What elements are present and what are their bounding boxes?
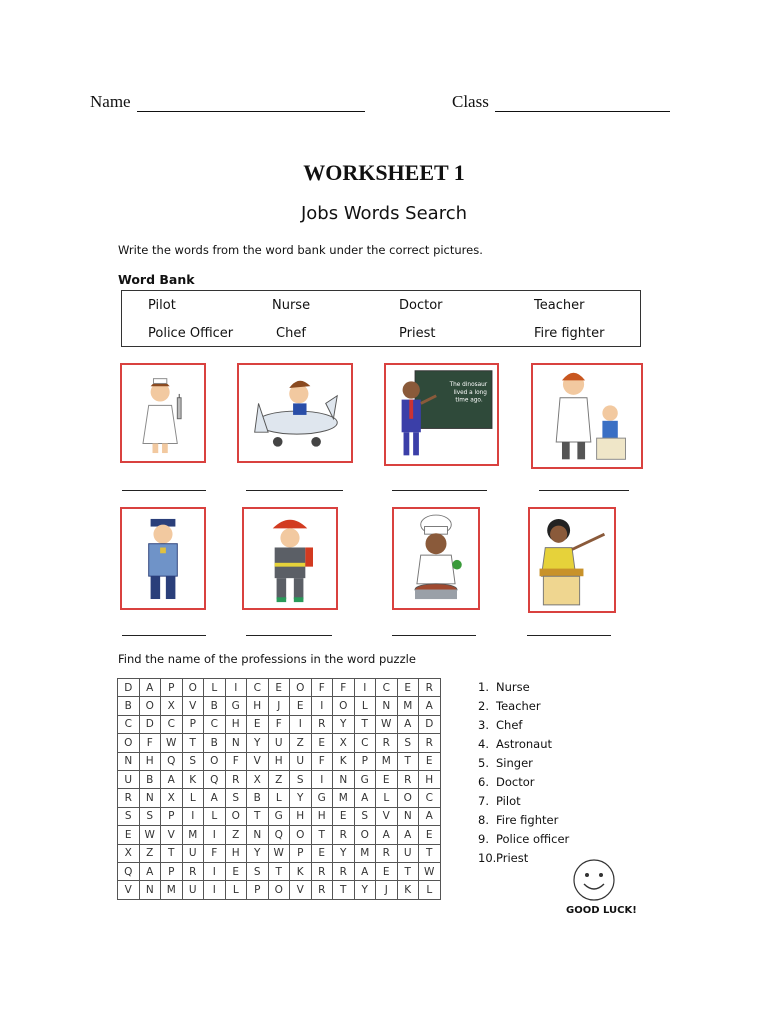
grid-cell[interactable]: L [204,679,226,697]
word-list-number: 10. [478,851,497,865]
word-list-number: 6. [478,775,489,789]
grid-cell[interactable]: R [333,826,355,844]
grid-cell[interactable]: E [333,807,355,825]
grid-cell[interactable]: F [268,715,290,733]
grid-cell[interactable]: L [204,807,226,825]
grid-cell[interactable]: N [139,789,161,807]
grid-cell[interactable]: C [354,734,376,752]
grid-cell[interactable]: C [247,679,269,697]
grid-cell[interactable]: T [247,807,269,825]
grid-cell[interactable]: F [204,844,226,862]
name-blank-line[interactable] [137,95,365,112]
grid-row [118,715,441,733]
grid-cell[interactable]: H [247,697,269,715]
grid-cell[interactable]: R [419,734,441,752]
grid-row [118,881,441,899]
grid-cell[interactable]: U [182,844,204,862]
grid-cell[interactable]: I [182,807,204,825]
grid-cell[interactable]: O [118,734,140,752]
grid-cell[interactable]: W [161,734,183,752]
grid-cell[interactable]: O [268,881,290,899]
grid-cell[interactable]: H [419,770,441,788]
grid-cell[interactable]: C [376,679,398,697]
grid-cell[interactable]: R [333,862,355,880]
grid-cell[interactable]: Y [354,881,376,899]
grid-cell[interactable]: T [419,844,441,862]
word-list-item [478,830,569,849]
grid-cell[interactable]: C [419,789,441,807]
grid-cell[interactable]: R [311,881,333,899]
grid-cell[interactable]: D [118,679,140,697]
grid-cell[interactable]: U [268,734,290,752]
grid-cell[interactable]: F [333,679,355,697]
worksheet-title: WORKSHEET 1 [303,160,465,185]
word-bank-item: Police Officer [148,326,234,341]
grid-cell[interactable]: K [182,770,204,788]
grid-cell[interactable]: G [354,770,376,788]
grid-cell[interactable]: A [376,826,398,844]
word-list-number: 3. [478,718,489,732]
grid-cell[interactable]: L [354,697,376,715]
word-bank-box [121,290,641,347]
grid-cell[interactable]: U [397,844,419,862]
word-list-word: Singer [496,756,533,770]
grid-cell[interactable]: W [139,826,161,844]
grid-cell[interactable]: V [290,881,312,899]
word-bank-item: Nurse [272,298,311,313]
grid-cell[interactable]: H [268,752,290,770]
word-list-word: Police officer [496,832,570,846]
grid-cell[interactable]: B [118,697,140,715]
grid-cell[interactable]: H [225,844,247,862]
grid-cell[interactable]: W [376,715,398,733]
grid-cell[interactable]: S [139,807,161,825]
grid-cell[interactable]: Y [247,734,269,752]
word-bank-item: Pilot [148,298,176,313]
instruction-text: Write the words from the word bank under the correct pictures. [118,243,483,257]
grid-cell[interactable]: O [290,826,312,844]
word-list-word: Nurse [496,680,530,694]
grid-cell[interactable]: Y [333,715,355,733]
word-list-item [478,678,569,697]
grid-cell[interactable]: E [247,715,269,733]
grid-cell[interactable]: I [225,679,247,697]
grid-row [118,844,441,862]
grid-cell[interactable]: T [354,715,376,733]
grid-cell[interactable]: E [419,826,441,844]
grid-cell[interactable]: V [182,697,204,715]
grid-cell[interactable]: T [397,862,419,880]
grid-cell[interactable]: N [247,826,269,844]
doctor-picture [531,363,643,469]
grid-cell[interactable]: N [225,734,247,752]
grid-cell[interactable]: O [225,807,247,825]
class-blank-line[interactable] [495,95,670,112]
grid-cell[interactable]: S [354,807,376,825]
grid-cell[interactable]: T [397,752,419,770]
grid-cell[interactable]: E [311,844,333,862]
word-list-item [478,735,569,754]
grid-cell[interactable]: R [182,862,204,880]
grid-cell[interactable]: V [161,826,183,844]
grid-cell[interactable]: S [182,752,204,770]
grid-cell[interactable]: N [139,881,161,899]
grid-cell[interactable]: T [333,881,355,899]
grid-row [118,807,441,825]
grid-cell[interactable]: I [290,715,312,733]
police-officer-picture [120,507,206,610]
grid-cell[interactable]: O [333,697,355,715]
grid-cell[interactable]: B [204,734,226,752]
grid-cell[interactable]: S [225,789,247,807]
grid-cell[interactable]: A [139,862,161,880]
grid-cell[interactable]: O [397,789,419,807]
grid-cell[interactable]: R [397,770,419,788]
grid-cell[interactable]: A [397,715,419,733]
grid-cell[interactable]: T [311,826,333,844]
puzzle-instruction: Find the name of the professions in the word puzzle [118,652,416,666]
answer-line[interactable] [527,635,611,636]
class-field[interactable] [452,92,670,112]
grid-cell[interactable]: W [419,862,441,880]
grid-cell[interactable]: X [247,770,269,788]
grid-cell[interactable]: O [354,826,376,844]
grid-cell[interactable]: E [311,734,333,752]
grid-cell[interactable]: V [376,807,398,825]
svg-text:lived a long: lived a long [453,389,487,396]
word-list [478,678,569,868]
grid-cell[interactable]: E [118,826,140,844]
grid-cell[interactable]: X [333,734,355,752]
answer-line[interactable] [392,490,487,491]
grid-cell[interactable]: E [290,697,312,715]
grid-cell[interactable]: W [268,844,290,862]
nurse-picture [120,363,206,463]
grid-cell[interactable]: M [397,697,419,715]
grid-cell[interactable]: Z [268,770,290,788]
grid-cell[interactable]: K [397,881,419,899]
grid-cell[interactable]: R [225,770,247,788]
grid-cell[interactable]: O [139,697,161,715]
grid-cell[interactable]: X [161,789,183,807]
answer-line[interactable] [122,490,206,491]
grid-cell[interactable]: R [311,862,333,880]
word-list-number: 4. [478,737,489,751]
grid-row [118,789,441,807]
answer-line[interactable] [122,635,206,636]
grid-cell[interactable]: M [161,881,183,899]
grid-cell[interactable]: D [139,715,161,733]
grid-cell[interactable]: I [311,770,333,788]
grid-cell[interactable]: M [354,844,376,862]
answer-line[interactable] [392,635,476,636]
grid-cell[interactable]: K [333,752,355,770]
grid-cell[interactable]: S [247,862,269,880]
grid-cell[interactable]: N [118,752,140,770]
grid-cell[interactable]: E [268,679,290,697]
grid-cell[interactable]: Z [139,844,161,862]
grid-cell[interactable]: E [419,752,441,770]
grid-row [118,734,441,752]
grid-cell[interactable]: I [354,679,376,697]
grid-cell[interactable]: Q [161,752,183,770]
grid-cell[interactable]: K [290,862,312,880]
grid-cell[interactable]: I [204,862,226,880]
grid-cell[interactable]: I [204,881,226,899]
grid-cell[interactable]: Q [204,770,226,788]
svg-text:time ago.: time ago. [455,397,483,404]
grid-cell[interactable]: A [354,862,376,880]
word-bank-item: Teacher [534,298,585,313]
word-list-number: 7. [478,794,489,808]
grid-cell[interactable]: H [311,807,333,825]
svg-text:The dinosaur: The dinosaur [449,382,488,389]
grid-cell[interactable]: I [311,697,333,715]
word-bank-item: Priest [399,326,436,341]
grid-cell[interactable]: Z [290,734,312,752]
priest-picture [528,507,616,613]
grid-cell[interactable]: O [204,752,226,770]
grid-cell[interactable]: Q [268,826,290,844]
grid-row [118,679,441,697]
grid-cell[interactable]: R [376,734,398,752]
grid-cell[interactable]: Z [225,826,247,844]
grid-cell[interactable]: N [376,697,398,715]
class-label: Class [452,92,489,111]
grid-cell[interactable]: C [161,715,183,733]
grid-cell[interactable]: B [139,770,161,788]
grid-row [118,752,441,770]
grid-cell[interactable]: R [376,844,398,862]
grid-cell[interactable]: E [225,862,247,880]
grid-cell[interactable]: L [268,789,290,807]
grid-cell[interactable]: E [376,862,398,880]
grid-cell[interactable]: I [204,826,226,844]
grid-cell[interactable]: R [118,789,140,807]
grid-cell[interactable]: F [311,679,333,697]
word-bank-item: Fire fighter [534,326,605,341]
word-search-grid[interactable] [117,678,441,900]
grid-cell[interactable]: O [182,679,204,697]
grid-cell[interactable]: P [161,862,183,880]
grid-cell[interactable]: U [290,752,312,770]
grid-cell[interactable]: H [290,807,312,825]
grid-cell[interactable]: B [247,789,269,807]
grid-cell[interactable]: M [333,789,355,807]
word-list-number: 8. [478,813,489,827]
grid-cell[interactable]: M [182,826,204,844]
grid-cell[interactable]: H [225,715,247,733]
word-list-word: Teacher [496,699,541,713]
word-bank-label: Word Bank [118,272,195,287]
word-list-number: 9. [478,832,489,846]
name-field[interactable] [90,92,365,112]
grid-cell[interactable]: A [354,789,376,807]
grid-cell[interactable]: E [376,770,398,788]
grid-cell[interactable]: H [139,752,161,770]
grid-cell[interactable]: X [118,844,140,862]
grid-cell[interactable]: R [419,679,441,697]
grid-row [118,697,441,715]
grid-cell[interactable]: S [118,807,140,825]
grid-cell[interactable]: P [354,752,376,770]
pilot-picture [237,363,353,463]
grid-cell[interactable]: B [204,697,226,715]
grid-cell[interactable]: F [225,752,247,770]
word-list-number: 5. [478,756,489,770]
grid-cell[interactable]: A [204,789,226,807]
grid-cell[interactable]: A [397,826,419,844]
grid-cell[interactable]: P [161,679,183,697]
grid-cell[interactable]: G [311,789,333,807]
grid-cell[interactable]: J [268,697,290,715]
answer-line[interactable] [539,490,629,491]
answer-line[interactable] [246,490,343,491]
word-list-item [478,697,569,716]
grid-cell[interactable]: M [376,752,398,770]
word-list-word: Fire fighter [496,813,559,827]
grid-row [118,862,441,880]
grid-cell[interactable]: F [311,752,333,770]
grid-cell[interactable]: O [290,679,312,697]
chef-picture [392,507,480,610]
word-list-item [478,716,569,735]
grid-cell[interactable]: R [311,715,333,733]
word-list-item [478,811,569,830]
word-bank-item: Chef [276,326,306,341]
word-bank-item: Doctor [399,298,443,313]
grid-cell[interactable]: P [247,881,269,899]
grid-cell[interactable]: F [139,734,161,752]
grid-cell[interactable]: Y [247,844,269,862]
teacher-picture [384,363,499,466]
grid-cell[interactable]: T [268,862,290,880]
grid-row [118,770,441,788]
grid-cell[interactable]: G [225,697,247,715]
grid-cell[interactable]: U [182,881,204,899]
grid-cell[interactable]: A [161,770,183,788]
grid-cell[interactable]: C [204,715,226,733]
grid-cell[interactable]: V [247,752,269,770]
word-list-word: Chef [496,718,523,732]
word-list-word: Priest [496,851,529,865]
grid-cell[interactable]: P [161,807,183,825]
word-list-word: Doctor [496,775,535,789]
grid-cell[interactable]: A [139,679,161,697]
word-list-number: 2. [478,699,489,713]
word-list-item [478,849,569,868]
grid-cell[interactable]: S [290,770,312,788]
grid-cell[interactable]: S [397,734,419,752]
grid-cell[interactable]: V [118,881,140,899]
answer-line[interactable] [246,635,332,636]
grid-cell[interactable]: N [397,807,419,825]
grid-cell[interactable]: T [161,844,183,862]
grid-cell[interactable]: U [118,770,140,788]
grid-cell[interactable]: Q [118,862,140,880]
good-luck-text: GOOD LUCK! [566,905,637,916]
grid-cell[interactable]: N [333,770,355,788]
grid-cell[interactable]: E [397,679,419,697]
word-list-item [478,792,569,811]
word-list-item [478,754,569,773]
grid-cell[interactable]: L [376,789,398,807]
grid-cell[interactable]: D [419,715,441,733]
grid-cell[interactable]: C [118,715,140,733]
smiley-face-icon [572,858,616,902]
word-list-word: Astronaut [496,737,553,751]
name-label: Name [90,92,131,111]
grid-cell[interactable]: A [419,697,441,715]
word-list-number: 1. [478,680,489,694]
grid-cell[interactable]: J [376,881,398,899]
fire-fighter-picture [242,507,338,610]
word-list-word: Pilot [496,794,521,808]
grid-cell[interactable]: Y [333,844,355,862]
grid-cell[interactable]: T [182,734,204,752]
worksheet-subtitle: Jobs Words Search [300,203,468,224]
grid-cell[interactable]: L [225,881,247,899]
word-list-item [478,773,569,792]
grid-cell[interactable]: G [268,807,290,825]
grid-cell[interactable]: P [182,715,204,733]
grid-cell[interactable]: L [419,881,441,899]
grid-cell[interactable]: X [161,697,183,715]
grid-cell[interactable]: Y [290,789,312,807]
grid-cell[interactable]: P [290,844,312,862]
grid-cell[interactable]: A [419,807,441,825]
grid-cell[interactable]: L [182,789,204,807]
grid-row [118,826,441,844]
